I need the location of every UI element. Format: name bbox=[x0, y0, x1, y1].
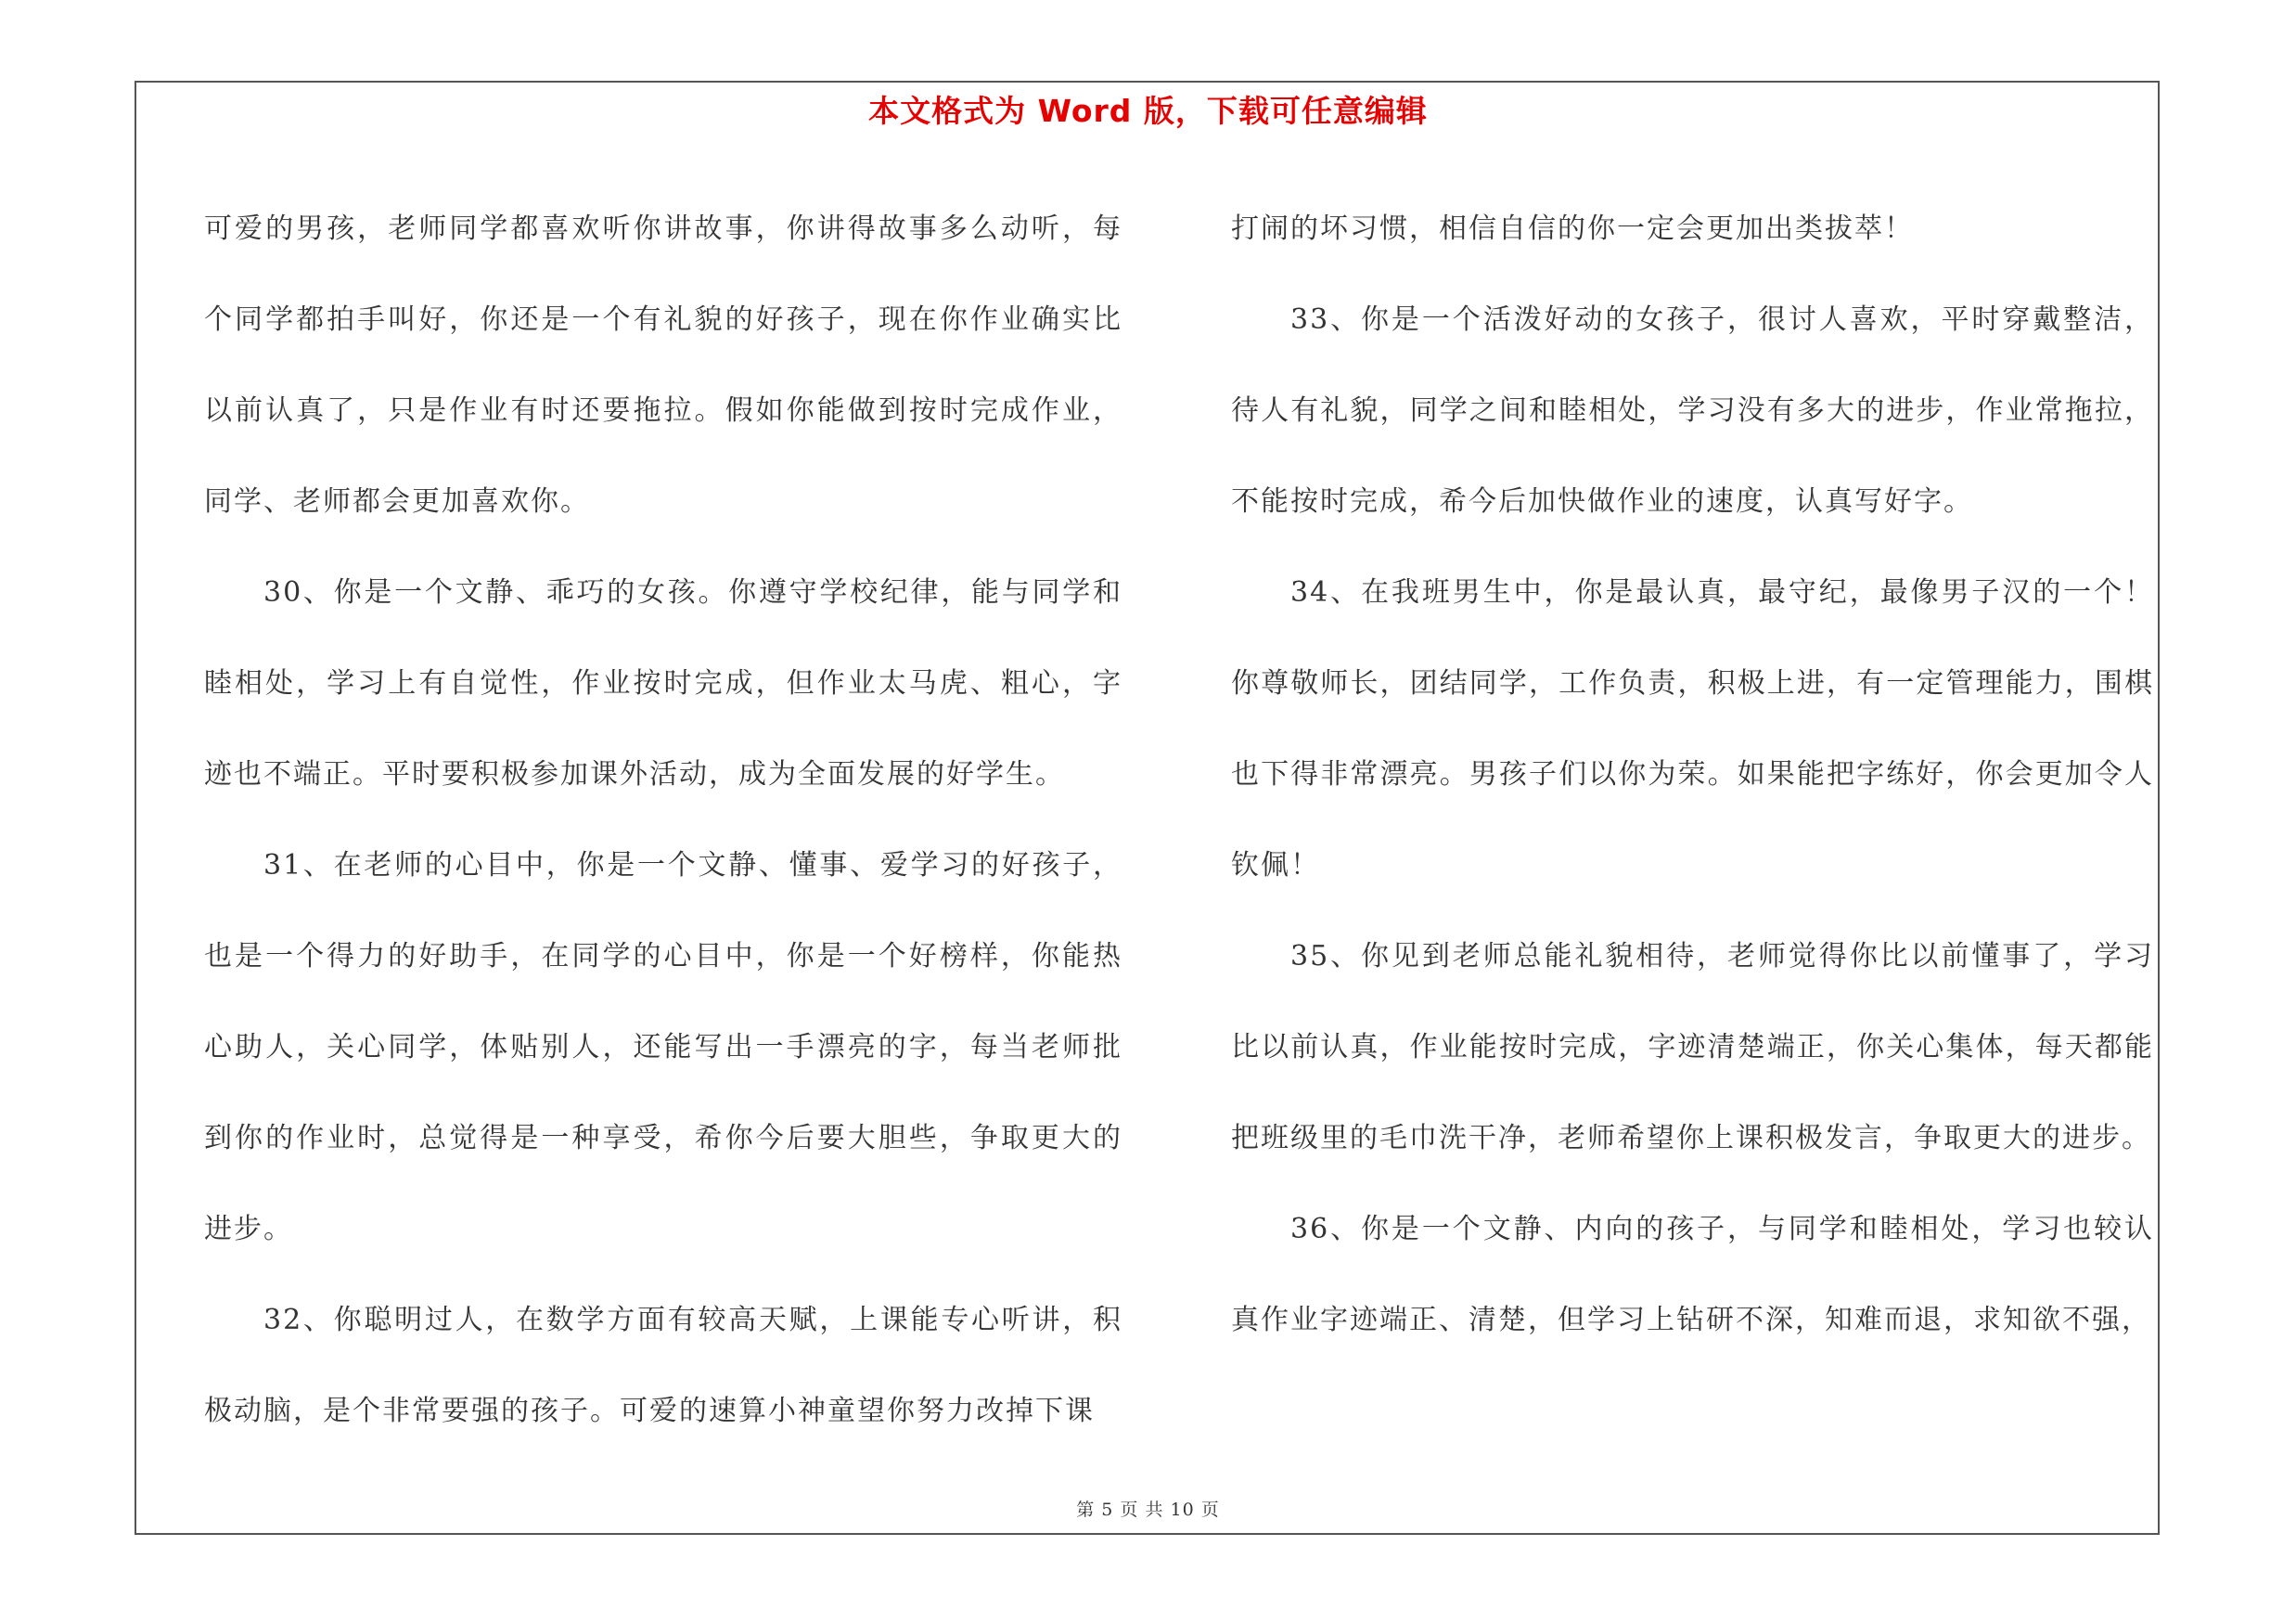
format-banner: 本文格式为 Word 版，下载可任意编辑 bbox=[868, 93, 1428, 129]
paragraph: 35、你见到老师总能礼貌相待，老师觉得你比以前懂事了，学习比以前认真，作业能按时完成，字迹清楚端正，你关心集体，每天都能把班级里的毛巾洗干净，老师希望你上课积极发言，争取更大的进步。 bbox=[1231, 940, 2154, 1154]
right-column bbox=[1231, 184, 2154, 1366]
paragraph: 34、在我班男生中，你是最认真，最守纪，最像男子汉的一个！你尊敬师长，团结同学，工作负责，积极上进，有一定管理能力，围棋也下得非常漂亮。男孩子们以你为荣。如果能把字练好，你会更加令人钦佩！ bbox=[1231, 576, 2154, 882]
paragraph: 36、你是一个文静、内向的孩子，与同学和睦相处，学习也较认真作业字迹端正、清楚，但学习上钻研不深，知难而退，求知欲不强， bbox=[1231, 1213, 2154, 1336]
paragraph: 31、在老师的心目中，你是一个文静、懂事、爱学习的好孩子，也是一个得力的好助手，在同学的心目中，你是一个好榜样，你能热心助人，关心同学，体贴别人，还能写出一手漂亮的字，每当老师批到你的作业时，总觉得是一种享受，希你今后要大胆些，争取更大的进步。 bbox=[204, 849, 1122, 1245]
paragraph: 可爱的男孩，老师同学都喜欢听你讲故事，你讲得故事多么动听，每个同学都拍手叫好，你还是一个有礼貌的好孩子，现在你作业确实比以前认真了，只是作业有时还要拖拉。假如你能做到按时完成作业，同学、老师都会更加喜欢你。 bbox=[204, 213, 1122, 518]
left-column bbox=[204, 184, 1122, 1457]
page-number: 第 5 页 共 10 页 bbox=[1076, 1500, 1220, 1520]
paragraph: 打闹的坏习惯，相信自信的你一定会更加出类拔萃！ bbox=[1231, 213, 1914, 245]
paragraph: 32、你聪明过人，在数学方面有较高天赋，上课能专心听讲，积极动脑，是个非常要强的孩子。可爱的速算小神童望你努力改掉下课 bbox=[204, 1304, 1122, 1427]
paragraph: 30、你是一个文静、乖巧的女孩。你遵守学校纪律，能与同学和睦相处，学习上有自觉性，作业按时完成，但作业太马虎、粗心，字迹也不端正。平时要积极参加课外活动，成为全面发展的好学生。 bbox=[204, 576, 1122, 791]
paragraph: 33、你是一个活泼好动的女孩子，很讨人喜欢，平时穿戴整洁，待人有礼貌，同学之间和睦相处，学习没有多大的进步，作业常拖拉，不能按时完成，希今后加快做作业的速度，认真写好字。 bbox=[1231, 303, 2154, 518]
